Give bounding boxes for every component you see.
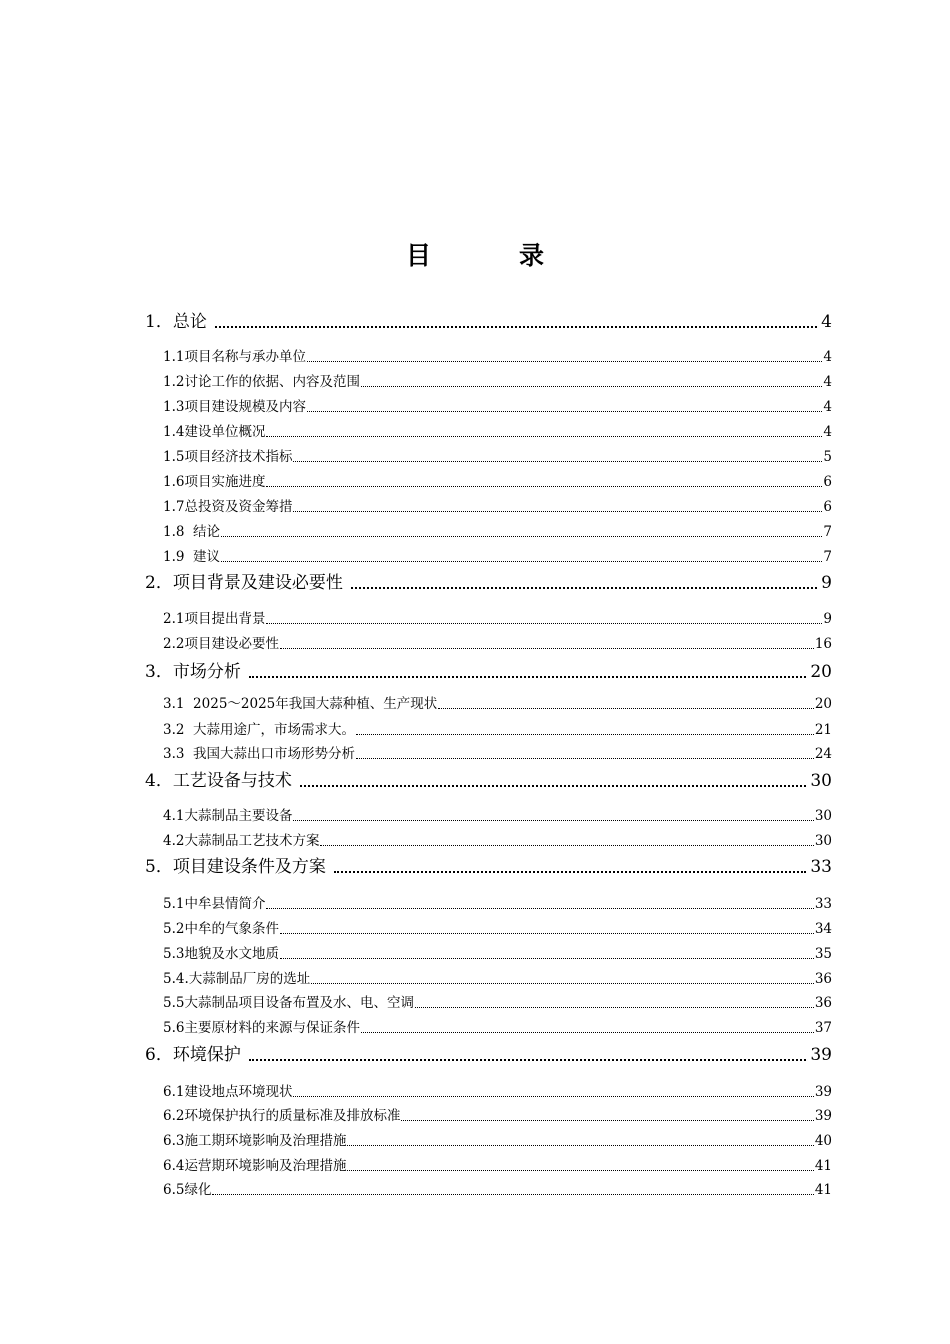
toc-entry-label: 1.4建设单位概况	[163, 424, 266, 440]
toc-section-entry[interactable]	[163, 346, 832, 365]
dot-leader	[293, 1096, 813, 1097]
dot-leader	[266, 908, 813, 909]
toc-entry-page-number: 20	[810, 662, 832, 682]
dot-leader	[293, 820, 813, 821]
toc-entry-label: 1.2讨论工作的依据、内容及范围	[163, 374, 360, 390]
toc-section-entry[interactable]	[163, 546, 832, 565]
toc-entry-label: 1.8 结论	[163, 524, 221, 540]
toc-section-entry[interactable]	[163, 805, 832, 824]
toc-entry-page-number: 30	[814, 808, 832, 824]
toc-chapter-entry[interactable]	[145, 658, 832, 682]
dot-leader	[215, 326, 817, 328]
toc-entry-page-number: 9	[821, 573, 832, 593]
toc-section-entry[interactable]	[163, 830, 832, 849]
toc-entry-label: 1.9 建议	[163, 549, 221, 565]
toc-section-entry[interactable]	[163, 421, 832, 440]
dot-leader	[351, 587, 817, 589]
toc-entry-page-number: 33	[814, 896, 832, 912]
toc-chapter-entry[interactable]	[145, 853, 832, 877]
toc-entry-page-number: 39	[814, 1084, 832, 1100]
toc-entry-label: 5.3地貌及水文地质	[163, 946, 279, 962]
dot-leader	[307, 411, 822, 412]
toc-entry-page-number: 6	[823, 474, 832, 490]
toc-section-entry[interactable]	[163, 371, 832, 390]
dot-leader	[401, 1120, 813, 1121]
toc-entry-label: 3.2 大蒜用途广，市场需求大。	[163, 722, 356, 738]
dot-leader	[293, 511, 822, 512]
toc-section-entry[interactable]	[163, 992, 832, 1011]
toc-section-entry[interactable]	[163, 1179, 832, 1198]
toc-entry-label: 3．市场分析	[145, 662, 241, 682]
toc-entry-page-number: 6	[823, 499, 832, 515]
toc-entry-page-number: 36	[814, 995, 832, 1011]
toc-entry-label: 5.2中牟的气象条件	[163, 921, 279, 937]
toc-entry-label: 1.6项目实施进度	[163, 474, 266, 490]
toc-entry-label: 4.1大蒜制品主要设备	[163, 808, 293, 824]
dot-leader	[356, 758, 814, 759]
dot-leader	[347, 1145, 813, 1146]
toc-entry-page-number: 37	[814, 1020, 832, 1036]
dot-leader	[361, 1032, 814, 1033]
toc-entry-label: 6.5绿化	[163, 1182, 212, 1198]
toc-title-char-1: 目	[405, 241, 431, 270]
toc-entry-label: 6．环境保护	[145, 1045, 241, 1065]
toc-entry-page-number: 41	[814, 1158, 832, 1174]
dot-leader	[311, 983, 814, 984]
toc-section-entry[interactable]	[163, 446, 832, 465]
toc-section-entry[interactable]	[163, 471, 832, 490]
dot-leader	[415, 1007, 814, 1008]
toc-entry-label: 4.2大蒜制品工艺技术方案	[163, 833, 320, 849]
toc-title	[0, 236, 950, 272]
toc-entry-label: 3.3 我国大蒜出口市场形势分析	[163, 746, 356, 762]
dot-leader	[249, 1059, 807, 1061]
toc-entry-page-number: 34	[814, 921, 832, 937]
dot-leader	[221, 536, 822, 537]
toc-chapter-entry[interactable]	[145, 308, 832, 332]
toc-entry-label: 6.3施工期环境影响及治理措施	[163, 1133, 347, 1149]
toc-entry-page-number: 4	[823, 399, 832, 415]
dot-leader	[280, 933, 814, 934]
toc-section-entry[interactable]	[163, 693, 832, 712]
toc-entry-label: 1.7总投资及资金筹措	[163, 499, 293, 515]
toc-section-entry[interactable]	[163, 608, 832, 627]
toc-section-entry[interactable]	[163, 1017, 832, 1036]
toc-entry-page-number: 21	[814, 722, 832, 738]
dot-leader	[356, 734, 814, 735]
dot-leader	[280, 958, 814, 959]
toc-entry-page-number: 30	[810, 771, 832, 791]
toc-entry-page-number: 33	[810, 857, 832, 877]
dot-leader	[280, 648, 814, 649]
toc-entry-page-number: 39	[814, 1108, 832, 1124]
toc-section-entry[interactable]	[163, 396, 832, 415]
toc-entry-page-number: 20	[814, 696, 832, 712]
dot-leader	[266, 623, 822, 624]
dot-leader	[334, 871, 807, 873]
toc-title-char-2: 录	[519, 241, 545, 270]
dot-leader	[438, 708, 814, 709]
toc-chapter-entry[interactable]	[145, 1041, 832, 1065]
toc-entry-page-number: 7	[823, 524, 832, 540]
toc-chapter-entry[interactable]	[145, 569, 832, 593]
toc-entry-page-number: 36	[814, 971, 832, 987]
toc-entry-label: 5.5大蒜制品项目设备布置及水、电、空调	[163, 995, 414, 1011]
dot-leader	[266, 436, 822, 437]
toc-section-entry[interactable]	[163, 968, 832, 987]
dot-leader	[293, 461, 822, 462]
toc-entry-page-number: 41	[814, 1182, 832, 1198]
toc-entry-label: 5.4.大蒜制品厂房的选址	[163, 971, 311, 987]
toc-entry-label: 2．项目背景及建设必要性	[145, 573, 343, 593]
toc-entry-page-number: 9	[823, 611, 832, 627]
toc-entry-page-number: 4	[823, 424, 832, 440]
dot-leader	[361, 386, 822, 387]
toc-section-entry[interactable]	[163, 1130, 832, 1149]
toc-section-entry[interactable]	[163, 743, 832, 762]
toc-entry-page-number: 39	[810, 1045, 832, 1065]
toc-entry-label: 1.1项目名称与承办单位	[163, 349, 306, 365]
toc-entry-label: 6.4运营期环境影响及治理措施	[163, 1158, 347, 1174]
toc-entry-page-number: 30	[814, 833, 832, 849]
toc-section-entry[interactable]	[163, 1105, 832, 1124]
toc-section-entry[interactable]	[163, 1155, 832, 1174]
toc-entry-page-number: 40	[814, 1133, 832, 1149]
dot-leader	[212, 1194, 813, 1195]
dot-leader	[320, 845, 813, 846]
toc-entry-label: 3.1 2025～2025年我国大蒜种植、生产现状	[163, 696, 438, 712]
toc-entry-label: 4．工艺设备与技术	[145, 771, 292, 791]
toc-entry-page-number: 5	[823, 449, 832, 465]
toc-section-entry[interactable]	[163, 1081, 832, 1100]
toc-entry-label: 2.1项目提出背景	[163, 611, 266, 627]
toc-entry-page-number: 16	[814, 636, 832, 652]
dot-leader	[266, 486, 822, 487]
toc-section-entry[interactable]	[163, 633, 832, 652]
dot-leader	[249, 676, 807, 678]
toc-section-entry[interactable]	[163, 521, 832, 540]
toc-section-entry[interactable]	[163, 496, 832, 515]
toc-entry-page-number: 4	[823, 349, 832, 365]
toc-entry-label: 1．总论	[145, 312, 207, 332]
toc-entry-page-number: 4	[823, 374, 832, 390]
dot-leader	[307, 361, 822, 362]
toc-entry-label: 5.6主要原材料的来源与保证条件	[163, 1020, 360, 1036]
toc-section-entry[interactable]	[163, 943, 832, 962]
dot-leader	[221, 561, 822, 562]
toc-entry-page-number: 7	[823, 549, 832, 565]
toc-chapter-entry[interactable]	[145, 767, 832, 791]
toc-section-entry[interactable]	[163, 918, 832, 937]
toc-entry-label: 1.3项目建设规模及内容	[163, 399, 306, 415]
toc-section-entry[interactable]	[163, 719, 832, 738]
toc-entry-label: 6.1建设地点环境现状	[163, 1084, 293, 1100]
dot-leader	[347, 1170, 813, 1171]
toc-entry-label: 1.5项目经济技术指标	[163, 449, 293, 465]
toc-entry-page-number: 35	[814, 946, 832, 962]
toc-entry-label: 5.1中牟县情简介	[163, 896, 266, 912]
toc-entry-page-number: 24	[814, 746, 832, 762]
toc-entry-page-number: 4	[821, 312, 832, 332]
toc-entry-label: 2.2项目建设必要性	[163, 636, 279, 652]
toc-entry-label: 6.2环境保护执行的质量标准及排放标准	[163, 1108, 401, 1124]
toc-entry-label: 5．项目建设条件及方案	[145, 857, 326, 877]
toc-section-entry[interactable]	[163, 893, 832, 912]
dot-leader	[300, 785, 807, 787]
